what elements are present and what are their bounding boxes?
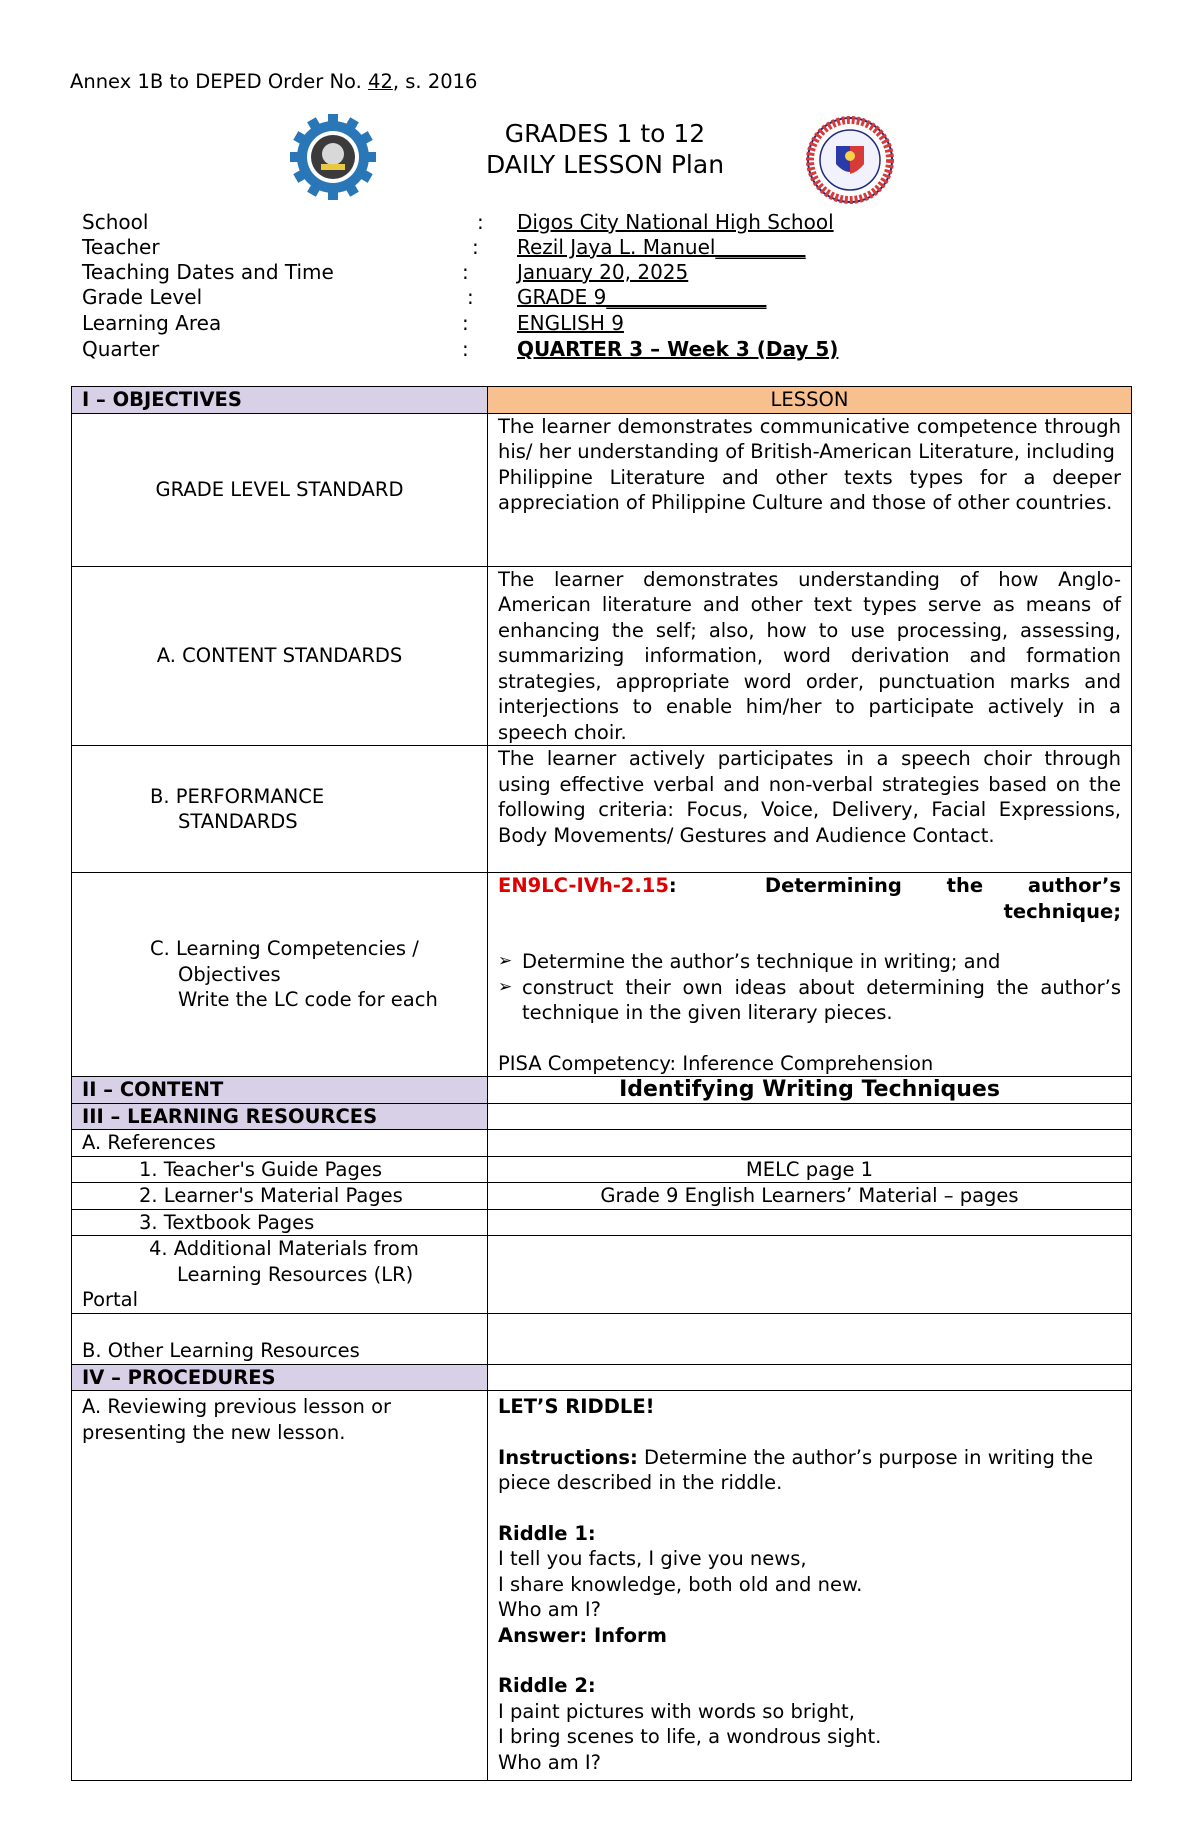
reviewing-row (72, 1391, 1132, 1781)
competency-title: Determining the author’s technique; (764, 874, 1121, 923)
table-row (72, 1313, 1132, 1364)
riddle-line: I bring scenes to life, a wondrous sight. (498, 1725, 882, 1748)
objectives-header: I – OBJECTIVES (72, 387, 488, 414)
performance-standards-text: The learner actively participates in a speech choir through using effective verbal and non-verbal strategies based on the following criteria: Focus, Voice, Delivery, Facial Expressions, Body Movements/ Gestures and Audience Contact. (488, 746, 1132, 873)
lm-pages-value: Grade 9 English Learners’ Material – pages (488, 1183, 1132, 1210)
content-standards-label: A. CONTENT STANDARDS (72, 566, 488, 746)
reviewing-content (488, 1391, 1132, 1781)
reviewing-label: A. Reviewing previous lesson or presenting the new lesson. (72, 1391, 488, 1781)
order-number: 42 (368, 70, 393, 93)
other-resources-label: B. Other Learning Resources (72, 1313, 488, 1364)
content-header: II – CONTENT (72, 1077, 488, 1104)
riddle-1-title: Riddle 1: (498, 1521, 596, 1545)
lc-code: EN9LC-IVh-2.15 (498, 874, 669, 897)
performance-standards-label: B. PERFORMANCE STANDARDS (72, 746, 488, 873)
riddle-line: Who am I? (498, 1598, 602, 1621)
content-row (72, 1077, 1132, 1104)
references-row (72, 1130, 1132, 1157)
references-label: A. References (72, 1130, 488, 1157)
table-row (72, 1209, 1132, 1236)
content-standards-row (72, 566, 1132, 746)
competencies-row (72, 873, 1132, 1077)
lesson-plan-table (71, 386, 1132, 1781)
instructions: Instructions: Determine the author’s purpose in writing the piece described in the riddle. (498, 1445, 1094, 1494)
school-seal-logo (290, 114, 376, 200)
deped-seal-logo (806, 116, 894, 204)
objectives-list (498, 949, 1121, 1026)
riddle-line: I tell you facts, I give you news, (498, 1547, 807, 1570)
table-row (72, 1156, 1132, 1183)
competencies-text: EN9LC-IVh-2.15: Determining the author’s technique; ➢ Determine the author’s technique in writing; and ➢ construct their own ideas about determining the author’s technique in the given literary pieces. PISA Competency: Inference Comprehension (488, 873, 1132, 1077)
resources-header: III – LEARNING RESOURCES (72, 1103, 488, 1130)
lm-pages-label: 2. Learner's Material Pages (72, 1183, 488, 1210)
competencies-label: C. Learning Competencies / Objectives Write the LC code for each (72, 873, 488, 1077)
riddle-line: I share knowledge, both old and new. (498, 1572, 863, 1596)
grade-level-standard-label: GRADE LEVEL STANDARD (72, 413, 488, 566)
table-row (72, 1183, 1132, 1210)
list-item: ➢ Determine the author’s technique in writing; and (522, 949, 1121, 975)
textbook-pages-label: 3. Textbook Pages (72, 1209, 488, 1236)
pisa-competency: PISA Competency: Inference Comprehension (498, 1051, 934, 1075)
document-title: GRADES 1 to 12 DAILY LESSON Plan (485, 119, 725, 179)
riddle-1-answer: Answer: Inform (498, 1623, 667, 1647)
additional-materials-label: 4. Additional Materials from Learning Resources (LR) Portal (72, 1236, 488, 1314)
riddle-line: I paint pictures with words so bright, (498, 1699, 855, 1723)
content-standards-text: The learner demonstrates understanding of how Anglo-American literature and other text types serve as means of enhancing the self; also, how to use processing, assessing, summarizing information, word derivation and formation strategies, appropriate word order, punctuation marks and interjections to enable him/her to participate actively in a speech choir. (488, 566, 1132, 746)
lesson-header: LESSON (488, 387, 1132, 414)
grade-level-standard-row (72, 413, 1132, 566)
tg-pages-value: MELC page 1 (488, 1156, 1132, 1183)
grade-level-standard-text: The learner demonstrates communicative competence through his/ her understanding of British-American Literature, including Philippine Literature and other texts types for a deeper appreciation of Philippine Culture and those of other countries. (488, 413, 1132, 566)
resources-header-row (72, 1103, 1132, 1130)
riddle-line: Who am I? (498, 1750, 602, 1774)
procedures-header: IV – PROCEDURES (72, 1364, 488, 1391)
annex-reference: Annex 1B to DEPED Order No. 42, s. 2016 (70, 70, 478, 93)
procedures-header-row (72, 1364, 1132, 1391)
objectives-header-row (72, 387, 1132, 414)
list-item: ➢ construct their own ideas about determining the author’s technique in the given literary pieces. (522, 975, 1121, 1026)
table-row (72, 1236, 1132, 1314)
riddle-activity-title: LET’S RIDDLE! (498, 1395, 655, 1418)
riddle-2-title: Riddle 2: (498, 1674, 596, 1697)
performance-standards-row (72, 746, 1132, 873)
tg-pages-label: 1. Teacher's Guide Pages (72, 1156, 488, 1183)
content-value: Identifying Writing Techniques (488, 1077, 1132, 1104)
